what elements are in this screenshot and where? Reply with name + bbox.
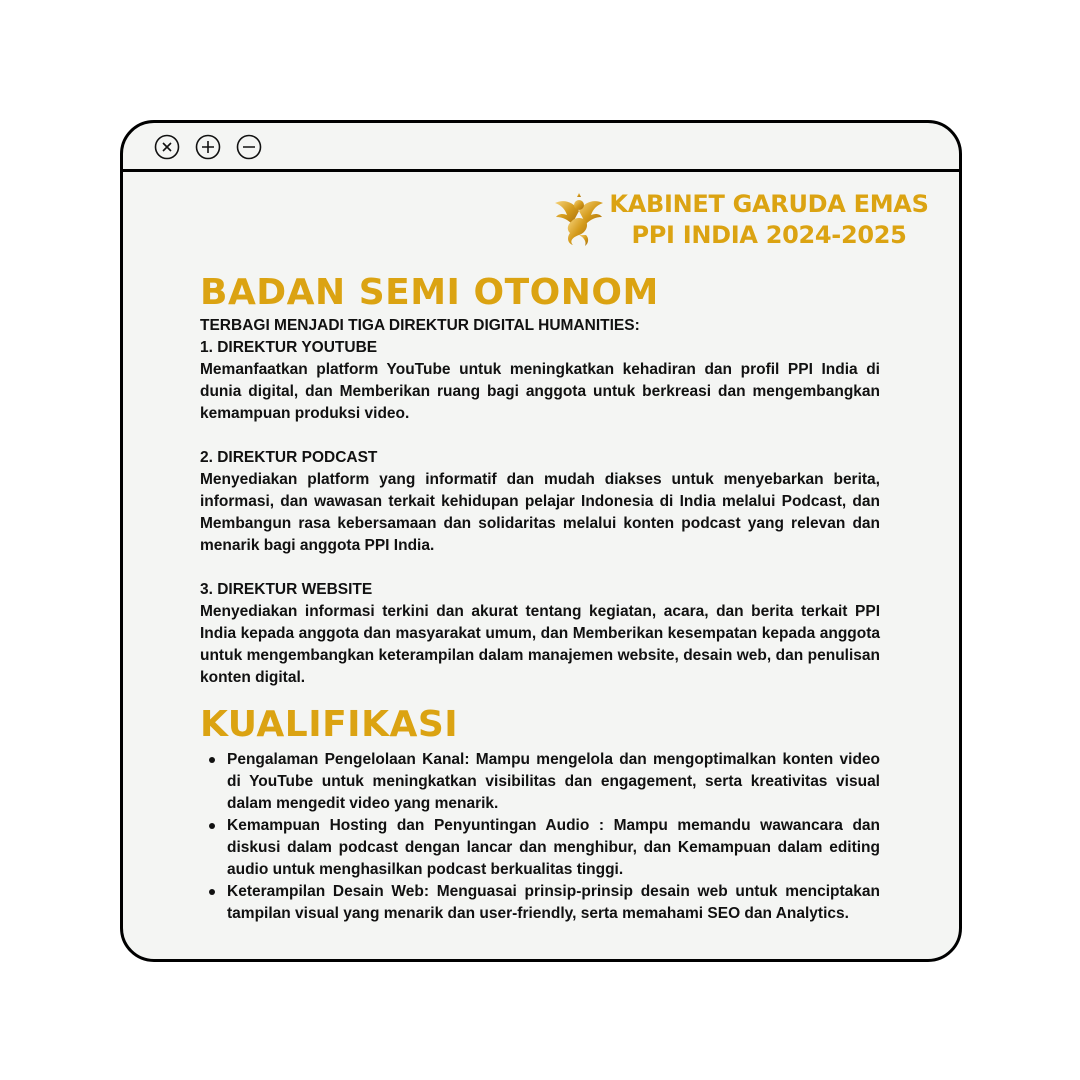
item-heading-youtube: 1. DIREKTUR YOUTUBE — [200, 339, 378, 356]
bullet-icon — [209, 757, 215, 763]
brand-line-1: KABINET GARUDA EMAS — [609, 190, 929, 218]
item-text-podcast: Menyediakan platform yang informatif dan mudah diakses untuk menyebarkan berita, informasi, dan wawasan terkait kehidupan pelajar Indonesia di India melalui Podcast, dan Membangun rasa kebersamaan dan solidaritas melalui konten podcast yang relevan dan menarik bagi anggota PPI India. — [200, 471, 880, 554]
section-intro: TERBAGI MENJADI TIGA DIREKTUR DIGITAL HUMANITIES: — [200, 317, 640, 334]
close-icon[interactable] — [154, 134, 180, 160]
list-item: Keterampilan Desain Web: Menguasai prinsip-prinsip desain web untuk menciptakan tampilan visual yang menarik dan user-friendly, serta memahami SEO dan Analytics. — [227, 881, 880, 925]
minus-icon[interactable] — [236, 134, 262, 160]
qualification-list — [200, 749, 880, 925]
item-heading-website: 3. DIREKTUR WEBSITE — [200, 581, 373, 598]
bullet-icon — [209, 889, 215, 895]
bullet-icon — [209, 823, 215, 829]
section-title-kualifikasi: KUALIFIKASI — [200, 704, 459, 745]
brand-line-2: PPI INDIA 2024-2025 — [631, 221, 907, 249]
item-heading-podcast: 2. DIREKTUR PODCAST — [200, 449, 378, 466]
plus-icon[interactable] — [195, 134, 221, 160]
brand-title — [609, 189, 929, 251]
item-text-youtube: Memanfaatkan platform YouTube untuk meningkatkan kehadiran dan profil PPI India di dunia digital, dan Memberikan ruang bagi anggota untuk berkreasi dan mengembangkan kemampuan produksi video. — [200, 361, 880, 422]
garuda-logo-icon — [553, 191, 605, 249]
window-titlebar — [123, 123, 959, 172]
browser-window — [120, 120, 962, 962]
list-item: Kemampuan Hosting dan Penyuntingan Audio : Mampu memandu wawancara dan diskusi dalam podcast dengan lancar dan menghibur, dan Kemampuan dalam editing audio untuk menghasilkan podcast berkualitas tinggi. — [227, 815, 880, 881]
item-text-website: Menyediakan informasi terkini dan akurat tentang kegiatan, acara, dan berita terkait PPI India kepada anggota dan masyarakat umum, dan Memberikan kesempatan kepada anggota untuk mengembangkan keterampilan dalam manajemen website, desain web, dan penulisan konten digital. — [200, 603, 880, 686]
section-title-badan-semi-otonom: BADAN SEMI OTONOM — [200, 272, 659, 313]
list-item: Pengalaman Pengelolaan Kanal: Mampu mengelola dan mengoptimalkan konten video di YouTube untuk meningkatkan visibilitas dan engagement, serta kreativitas visual dalam mengedit video yang menarik. — [227, 749, 880, 815]
main-content — [200, 271, 880, 925]
brand-header — [553, 190, 929, 251]
